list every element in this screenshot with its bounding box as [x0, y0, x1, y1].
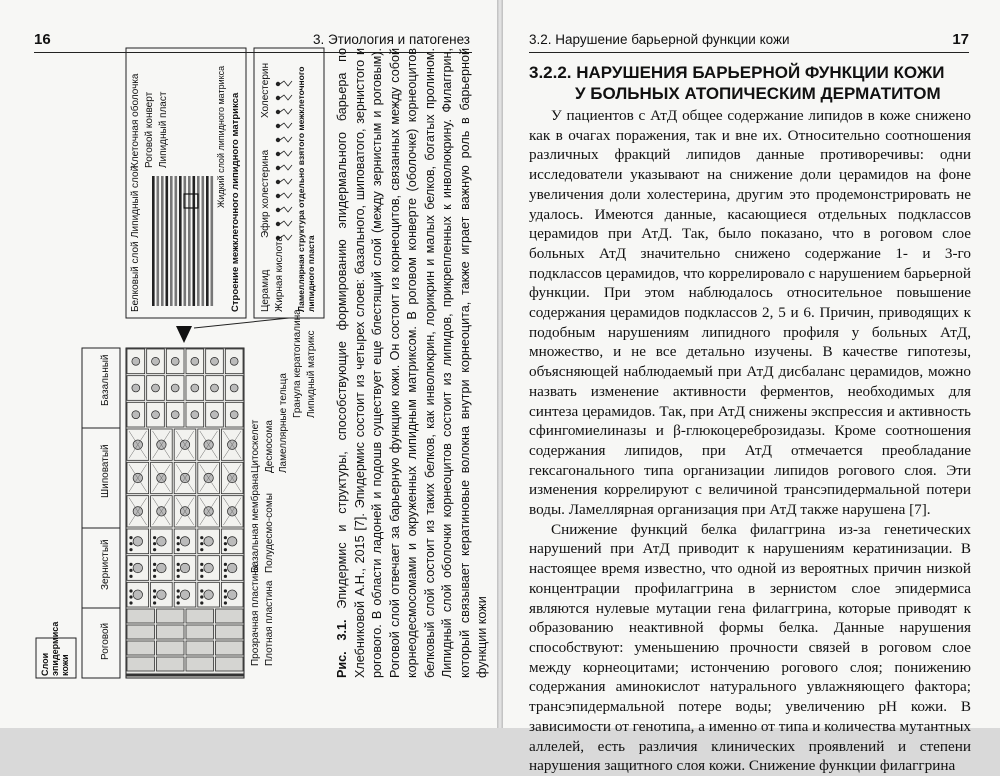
- granule: [224, 548, 227, 551]
- cell-nucleus: [132, 357, 140, 365]
- granule: [177, 548, 180, 551]
- epidermal-cell: [216, 641, 244, 655]
- granule: [200, 563, 203, 566]
- cell-nucleus: [157, 563, 166, 572]
- layer-label: Роговой: [100, 622, 111, 660]
- cell-nucleus: [180, 590, 189, 599]
- lipid-band: [175, 176, 178, 306]
- granule: [200, 542, 203, 545]
- cell-nucleus: [191, 411, 199, 419]
- cell-nucleus: [180, 563, 189, 572]
- fatty-acid-label: Жирная кислота: [274, 236, 285, 312]
- granule: [177, 601, 180, 604]
- lamellar-structure-title: Ламеллярная структура отдельно взятого межклеточного липидного пласта: [296, 66, 316, 312]
- epidermal-cell: [127, 641, 155, 655]
- granule: [177, 589, 180, 592]
- lipid-layer-label: Липидный слой: [130, 165, 141, 238]
- lipid-band: [193, 176, 196, 306]
- epidermal-cell: [216, 609, 244, 623]
- caption-text: Эпидермис и структуры, способствующие формированию эпидермального барьера по Хлебниковой А.Н., 2015 [7]. Эпидермис состоит из четырех слоев: базального, шиповатого, зернистого и рогового. В области ладоней и подошв существует еще блестящий слой (между зернистым и роговым). Роговой слой отвечает за барьерную функцию кожи. Он состоит из корнеоцитов, связанных между собой корнеодесмосомами и окруженных липидным матриксом. В роговом конверте (оболочке) корнеоцитов белковый слой состоит из таких белков, как инволюкрин, лорикрин и малых белков, богатых пролином. Липидный слой оболочки корнеоцитов состоит из липидов, прикрепленных к инволюкрину. Филаггрин, который связывает кератиновые волокна внутри корнеоцита, также играет важную роль в барьерной функции кожи: [335, 48, 489, 678]
- heading-line-1: 3.2.2. НАРУШЕНИЯ БАРЬЕРНОЙ ФУНКЦИИ КОЖИ: [529, 63, 945, 82]
- lipid-head: [276, 124, 280, 128]
- granule: [224, 575, 227, 578]
- cell-nucleus: [230, 411, 238, 419]
- cell-nucleus: [204, 590, 213, 599]
- right-running-header: [529, 28, 969, 53]
- granule: [177, 575, 180, 578]
- lipid-head: [276, 180, 280, 184]
- lamellar-bodies-label: Ламеллярные тельца: [278, 373, 289, 473]
- section-heading: [529, 62, 969, 104]
- granule: [200, 569, 203, 572]
- lipid-matrix-label: Липидный матрикс: [306, 330, 317, 418]
- lipid-tail: [280, 137, 292, 142]
- lipid-head: [276, 96, 280, 100]
- granule: [177, 563, 180, 566]
- granule: [200, 548, 203, 551]
- granule: [224, 601, 227, 604]
- cell-nucleus: [157, 537, 166, 546]
- cell-nucleus: [152, 357, 160, 365]
- lamellar-drawing: [276, 81, 292, 240]
- granule: [224, 589, 227, 592]
- cholesterol-ester-label: Эфир холестерина: [260, 149, 271, 238]
- granule: [177, 536, 180, 539]
- cell-nucleus: [180, 537, 189, 546]
- figure-3-1: [34, 38, 324, 678]
- desmosome-label: Десмосома: [264, 420, 275, 473]
- lipid-band: [170, 176, 173, 306]
- granule: [153, 575, 156, 578]
- cell-nucleus: [204, 537, 213, 546]
- keratohyalin-label: Гранула кератогиалина: [292, 309, 303, 418]
- lipid-head: [276, 194, 280, 198]
- left-page-number: 16: [34, 31, 51, 48]
- lipid-tail: [280, 95, 292, 100]
- cell-nucleus: [227, 590, 236, 599]
- granule: [224, 569, 227, 572]
- granule: [224, 536, 227, 539]
- right-page: [503, 0, 1000, 775]
- granule: [129, 601, 132, 604]
- right-section-title: 3.2. Нарушение барьерной функции кожи: [529, 32, 790, 47]
- lipid-tail: [280, 151, 292, 156]
- granule: [200, 575, 203, 578]
- lipid-band: [202, 176, 205, 306]
- lipid-head: [276, 82, 280, 86]
- heading-line-2: У БОЛЬНЫХ АТОПИЧЕСКИМ ДЕРМАТИТОМ: [575, 84, 941, 103]
- granule: [153, 595, 156, 598]
- cell-nucleus: [230, 357, 238, 365]
- epidermal-cell: [186, 641, 214, 655]
- cell-nucleus: [132, 411, 140, 419]
- lipid-band: [206, 176, 209, 306]
- caption-label: Рис. 3.1.: [335, 619, 349, 678]
- cell-nucleus: [227, 537, 236, 546]
- granule: [153, 548, 156, 551]
- granule: [153, 563, 156, 566]
- cytoskeleton-label: Цитоскелет: [250, 419, 261, 473]
- clear-plate-label: Прозрачная пластина: [250, 564, 261, 666]
- liquid-layer-label: Жидкий слой липидного матрикса: [216, 65, 226, 208]
- granule: [129, 563, 132, 566]
- epidermal-cell: [186, 625, 214, 639]
- lipid-tail: [280, 221, 292, 226]
- lipid-band: [161, 176, 164, 306]
- lipid-head: [276, 222, 280, 226]
- granule: [129, 589, 132, 592]
- lipid-head: [276, 152, 280, 156]
- granule: [224, 595, 227, 598]
- granule: [153, 536, 156, 539]
- epidermal-cell: [157, 625, 185, 639]
- cell-nucleus: [152, 384, 160, 392]
- matrix-structure-title: Строение межклеточного липидного матрикса: [230, 92, 241, 312]
- epidermal-cell: [216, 625, 244, 639]
- cell-nucleus: [191, 357, 199, 365]
- right-page-number: 17: [952, 31, 969, 48]
- layer-label: Шиповатый: [100, 444, 111, 498]
- corneocyte-label: Роговой конверт: [144, 91, 155, 168]
- basement-membrane-label: Базальная мембрана: [250, 473, 261, 573]
- left-section-title: 3. Этиология и патогенез: [312, 32, 470, 47]
- cell-nucleus: [171, 384, 179, 392]
- cell-nucleus: [157, 590, 166, 599]
- cell-nucleus: [171, 357, 179, 365]
- figure-caption: [334, 48, 492, 678]
- epidermal-cell: [127, 609, 155, 623]
- lipid-band: [152, 176, 155, 306]
- granule: [129, 575, 132, 578]
- lipid-head: [276, 110, 280, 114]
- lipid-tail: [280, 81, 292, 86]
- lipid-plast-label: Липидный пласт: [158, 91, 169, 168]
- granule: [153, 569, 156, 572]
- granule: [177, 595, 180, 598]
- granule: [224, 542, 227, 545]
- epidermal-cell: [157, 657, 185, 671]
- granule: [129, 595, 132, 598]
- granule: [200, 595, 203, 598]
- granule: [153, 601, 156, 604]
- layers-header: Слои эпидермиса кожи: [40, 621, 70, 676]
- epidermal-cell: [157, 609, 185, 623]
- granule: [177, 569, 180, 572]
- cell-nucleus: [211, 357, 219, 365]
- lipid-head: [276, 166, 280, 170]
- lipid-tail: [280, 193, 292, 198]
- protein-layer-label: Белковый слой: [130, 241, 141, 312]
- cell-nucleus: [133, 563, 142, 572]
- cell-nucleus: [133, 537, 142, 546]
- cell-nucleus: [132, 384, 140, 392]
- lipid-band: [179, 176, 182, 306]
- granule: [153, 589, 156, 592]
- lipid-matrix-drawing: [152, 176, 213, 306]
- epidermal-cell: [127, 657, 155, 671]
- lipid-tail: [280, 179, 292, 184]
- rotated-figure-block: [34, 38, 489, 678]
- epidermal-cell: [186, 657, 214, 671]
- epidermal-cell: [186, 609, 214, 623]
- epidermis-diagram: [34, 38, 324, 678]
- epidermal-cell: [127, 625, 155, 639]
- cell-nucleus: [227, 563, 236, 572]
- body-text: [529, 106, 971, 776]
- granule: [224, 563, 227, 566]
- layer-label: Зернистый: [100, 539, 111, 590]
- granule: [129, 536, 132, 539]
- cell-envelope-label: Клеточная оболочка: [130, 73, 141, 168]
- dense-plate-label: Плотная пластина: [264, 580, 275, 666]
- lipid-tail: [280, 165, 292, 170]
- cholesterol-label: Холестерин: [260, 63, 271, 118]
- cell-nucleus: [204, 563, 213, 572]
- lipid-band: [188, 176, 191, 306]
- granule: [129, 542, 132, 545]
- cell-nucleus: [133, 590, 142, 599]
- granule: [177, 542, 180, 545]
- epidermal-cell: [157, 641, 185, 655]
- hemidesmosomes-label: Полудесмо-сомы: [264, 493, 275, 573]
- lipid-band: [211, 176, 214, 306]
- granule: [129, 548, 132, 551]
- epidermal-cell: [216, 657, 244, 671]
- lipid-tail: [280, 123, 292, 128]
- ceramide-label: Церамид: [260, 269, 271, 312]
- granule: [200, 536, 203, 539]
- layer-label: Базальный: [100, 354, 111, 406]
- lipid-tail: [280, 109, 292, 114]
- granule: [200, 589, 203, 592]
- cell-nucleus: [211, 411, 219, 419]
- left-page: [0, 0, 497, 728]
- paragraph: Снижение функций белка филаггрина из-за генетических нарушений при АтД приводит к нарушениям кератинизации. В настоящее время известно, что одной из вероятных причин низкой концентрации профилаггрина в зернистом слое эпидермиса являются нулевые мутации гена филаггрина, которые приводят к образованию неактивной формы белка. Данные нарушения способствуют: уменьшению прочности связей в роговом слое между корнеоцитами; истончению рогового слоя; понижению содержания аминокислот натурального увлажняющего фактора; трансэпидермальной потере воды; увеличению pH кожи. В зависимости от генотипа, а именно от типа и количества мутантных аллелей, есть различия клинических проявлений и степени нарушения защитного слоя кожи. Снижение функции филаггрина: [529, 520, 971, 775]
- cell-nucleus: [171, 411, 179, 419]
- paragraph: У пациентов с АтД общее содержание липидов в коже снижено как в очагах поражения, так и вне их. Относительно соотношения различных фракций липидов данные противоречивы: одни исследователи указывают на снижение доли церамидов на фоне увеличения доли холестерина, другим это продемонстрировать не удалось. Имеются данные, касающиеся отдельных подклассов церамидов при АтД. Так, было показано, что в роговом слое больных АтД значительно снижено содержание 1- и 3-го подклассов церамидов, что коррелировало с нарушением барьерной функции. При этом наблюдалось относительное повышение содержания церамидов подклассов 2, 5 и 6. Причин, приводящих к подобным нарушениям липидного профиля у больных АтД, множество, и не все детально изучены. В качестве гипотезы, объясняющей наблюдаемый при АтД дисбаланс церамидов, можно назвать изменение активности ферментов, необходимых для синтеза церамидов. Так, при АтД снижены экспрессия и активность сфингомиелиназы и β-глюкоцереброзидазы. Кроме соотношения содержания липидов, при АтД отмечается преобладание гексагонального типа организации липидов рогового слоя. Эти изменения коррелируют с величиной трансэпидермальной потери воды. Ламеллярная организация при АтД также нарушена [7].: [529, 107, 971, 519]
- cell-nucleus: [211, 384, 219, 392]
- cell-nucleus: [191, 384, 199, 392]
- cell-nucleus: [152, 411, 160, 419]
- granule: [129, 569, 132, 572]
- cell-nucleus: [230, 384, 238, 392]
- lipid-band: [157, 176, 160, 306]
- lipid-tail: [280, 207, 292, 212]
- granule: [153, 542, 156, 545]
- lipid-band: [166, 176, 169, 306]
- lipid-head: [276, 208, 280, 212]
- lipid-head: [276, 138, 280, 142]
- granule: [200, 601, 203, 604]
